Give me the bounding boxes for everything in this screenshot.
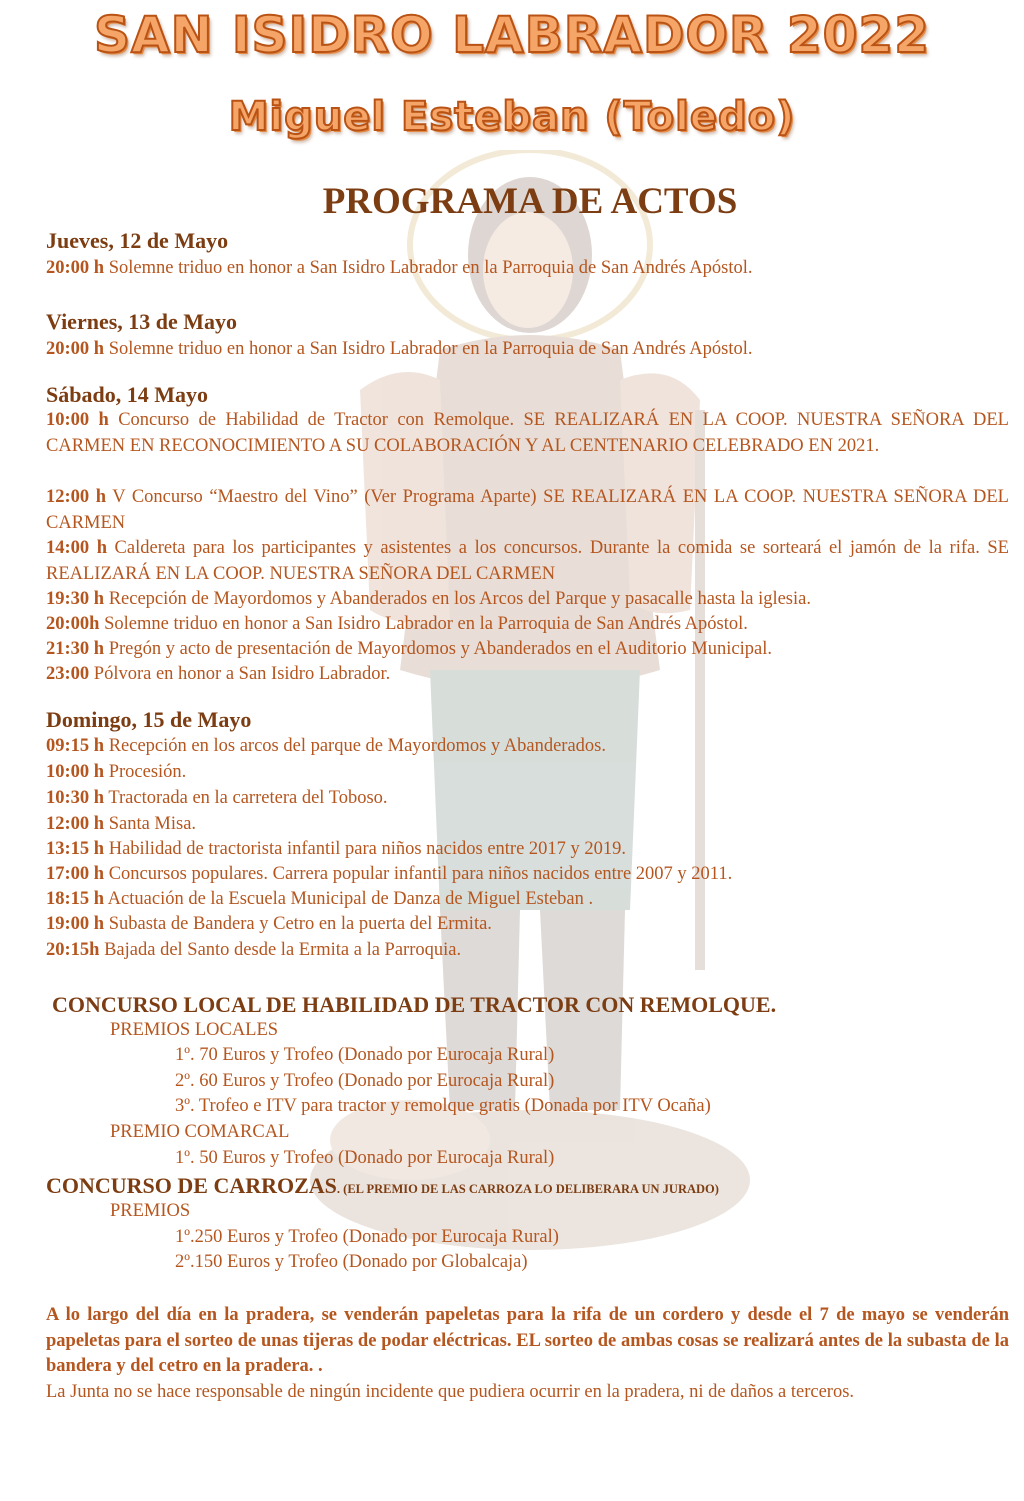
event-line: 17:00 h Concursos populares. Carrera popular infantil para niños nacidos entre 2007 y 2011. bbox=[46, 864, 733, 884]
prize-item: 2º.150 Euros y Trofeo (Donado por Globalcaja) bbox=[175, 1252, 528, 1272]
day-heading: Viernes, 13 de Mayo bbox=[46, 309, 238, 334]
regional-prize-label: PREMIO COMARCAL bbox=[110, 1122, 290, 1142]
event-line: 09:15 h Recepción en los arcos del parque de Mayordomos y Abanderados. bbox=[46, 736, 606, 756]
prize-item: 1º. 70 Euros y Trofeo (Donado por Eurocaja Rural) bbox=[175, 1045, 555, 1065]
disclaimer: La Junta no se hace responsable de ningún incidente que pudiera ocurrir en la pradera, ni de daños a terceros. bbox=[46, 1382, 855, 1402]
event-line: 20:15h Bajada del Santo desde la Ermita a la Parroquia. bbox=[46, 940, 462, 960]
prize-item: 3º. Trofeo e ITV para tractor y remolque gratis (Donada por ITV Ocaña) bbox=[175, 1096, 711, 1116]
event-location: Miguel Esteban (Toledo) bbox=[228, 94, 796, 140]
day-heading: Domingo, 15 de Mayo bbox=[46, 707, 252, 732]
event-line: 12:00 h Santa Misa. bbox=[46, 814, 197, 834]
event-line: 10:00 h Procesión. bbox=[46, 762, 187, 782]
event-line: 18:15 h Actuación de la Escuela Municipal de Danza de Miguel Esteban . bbox=[46, 889, 594, 909]
day-heading: Jueves, 12 de Mayo bbox=[46, 228, 229, 253]
event-line: 13:15 h Habilidad de tractorista infantil para niños nacidos entre 2017 y 2019. bbox=[46, 839, 627, 859]
event-line: 20:00 h Solemne triduo en honor a San Isidro Labrador en la Parroquia de San Andrés Apóstol. bbox=[46, 339, 753, 359]
day-heading: Sábado, 14 Mayo bbox=[46, 382, 208, 407]
local-prizes-label: PREMIOS LOCALES bbox=[110, 1020, 279, 1040]
event-line: 19:30 h Recepción de Mayordomos y Abanderados en los Arcos del Parque y pasacalle hasta la iglesia. bbox=[46, 589, 811, 609]
prize-item: 1º. 50 Euros y Trofeo (Donado por Eurocaja Rural) bbox=[175, 1148, 555, 1168]
tractor-contest-title: CONCURSO LOCAL DE HABILIDAD DE TRACTOR CON REMOLQUE. bbox=[52, 992, 777, 1017]
event-line: 20:00h Solemne triduo en honor a San Isidro Labrador en la Parroquia de San Andrés Apóstol. bbox=[46, 614, 748, 634]
event-line: 10:30 h Tractorada en la carretera del Toboso. bbox=[46, 788, 388, 808]
float-contest-title: CONCURSO DE CARROZAS. (EL PREMIO DE LAS CARROZA LO DELIBERARA UN JURADO) bbox=[46, 1173, 719, 1198]
event-line: 14:00 h Caldereta para los participantes y asistentes a los concursos. Durante la comida se sorteará el jamón de la rifa. SE REALIZARÁ EN LA COOP. NUESTRA SEÑORA DEL CARMEN bbox=[46, 538, 1009, 584]
program-heading: PROGRAMA DE ACTOS bbox=[322, 181, 738, 222]
raffle-notice: A lo largo del día en la pradera, se venderán papeletas para la rifa de un cordero y desde el 7 de mayo se venderán papeletas para el sorteo de unas tijeras de podar eléctricas. EL sorteo de ambas cosas se realizará antes de la subasta de la bandera y del cetro en la pradera. . bbox=[46, 1305, 1009, 1376]
event-title: SAN ISIDRO LABRADOR 2022 bbox=[93, 6, 931, 64]
prize-item: 1º.250 Euros y Trofeo (Donado por Eurocaja Rural) bbox=[175, 1227, 559, 1247]
event-line: 19:00 h Subasta de Bandera y Cetro en la puerta del Ermita. bbox=[46, 914, 492, 934]
float-prizes-label: PREMIOS bbox=[110, 1201, 191, 1221]
event-line: 23:00 Pólvora en honor a San Isidro Labrador. bbox=[46, 664, 391, 684]
event-line: 21:30 h Pregón y acto de presentación de Mayordomos y Abanderados en el Auditorio Municipal. bbox=[46, 639, 772, 659]
event-line: 20:00 h Solemne triduo en honor a San Isidro Labrador en la Parroquia de San Andrés Apóstol. bbox=[46, 258, 753, 278]
event-line: 10:00 h Concurso de Habilidad de Tractor con Remolque. SE REALIZARÁ EN LA COOP. NUESTRA SEÑORA DEL CARMEN EN RECONOCIMIENTO A SU COLABORACIÓN Y AL CENTENARIO CELEBRADO EN 2021. bbox=[46, 410, 1009, 456]
event-line: 12:00 h V Concurso “Maestro del Vino” (Ver Programa Aparte) SE REALIZARÁ EN LA COOP. NUESTRA SEÑORA DEL CARMEN bbox=[46, 487, 1009, 533]
prize-item: 2º. 60 Euros y Trofeo (Donado por Eurocaja Rural) bbox=[175, 1071, 555, 1091]
